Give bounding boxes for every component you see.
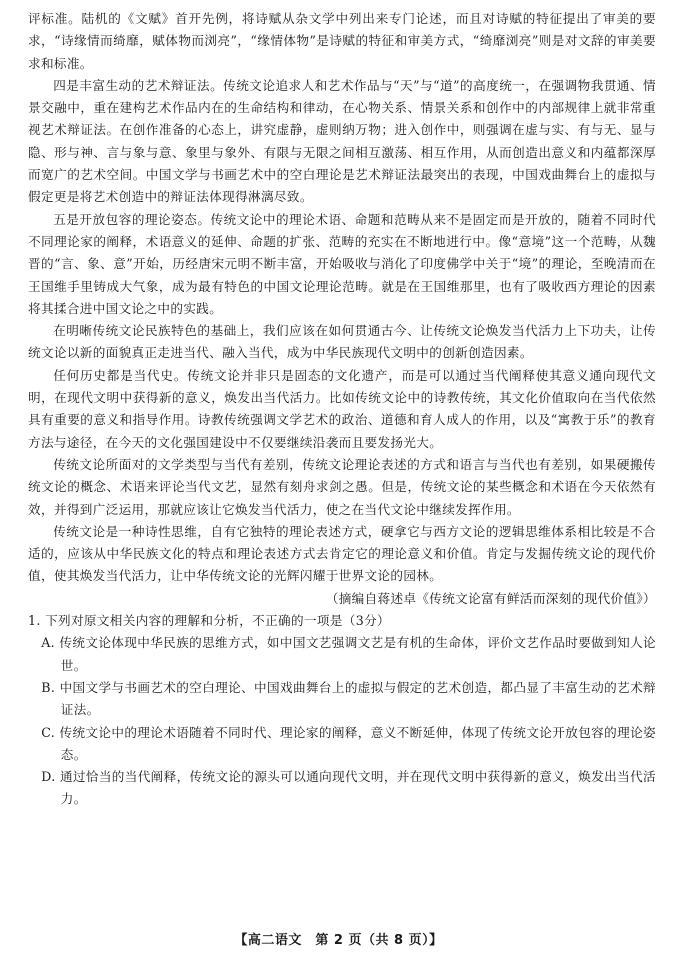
paragraph-1: 评标准。陆机的《文赋》首开先例，将诗赋从杂文学中列出来专门论述，而且对诗赋的特征提出了审美的要求，“诗缘情而绮靡，赋体物而浏亮”，“缘情体物”是诗赋的特征和审美方式，“绮靡浏亮”则是对文辞的审美要求和标准。 bbox=[28, 11, 656, 71]
document-page bbox=[28, 8, 656, 811]
option-c: C. 传统文论中的理论术语随着不同时代、理论家的阐释，意义不断延伸，体现了传统文论开放包容的理论姿态。 bbox=[41, 724, 656, 762]
option-d: D. 通过恰当的当代阐释，传统文论的源头可以通向现代文明，并在现代文明中获得新的意义，焕发出当代活力。 bbox=[41, 769, 656, 807]
page-footer: 【高二语文 第 2 页（共 8 页）】 bbox=[234, 933, 443, 948]
option-a: A. 传统文论体现中华民族的思维方式，如中国文艺强调文艺是有机的生命体，评价文艺作品时要做到知人论世。 bbox=[41, 635, 656, 673]
paragraph-2: 四是丰富生动的艺术辩证法。传统文论追求人和艺术作品与“天”与“道”的高度统一，在强调物我贯通、情景交融中，重在建构艺术作品内在的生命结构和律动，在心物关系、情景关系和创作中的内部规律上就非常重视艺术辩证法。在创作准备的心态上，讲究虚静，虚则纳万物；进入创作中，则强调在虚与实、有与无、显与隐、形与神、言与象与意、象里与象外、有限与无限之间相互激荡、相互作用，从而创造出意义和内蕴都深厚而宽广的艺术空间。中国文学与书画艺术中的空白理论是艺术辩证法最突出的表现，中国戏曲舞台上的虚拟与假定更是将艺术创造中的辩证法体现得淋漓尽致。 bbox=[28, 77, 656, 205]
paragraph-4: 在明晰传统文论民族特色的基础上，我们应该在如何贯通古今、让传统文论焕发当代活力上下功夫，让传统文论以新的面貌真正走进当代、融入当代，成为中华民族现代文明中的创新创造因素。 bbox=[28, 323, 656, 361]
source-citation: （摘编自蒋述卓《传统文论富有鲜活而深刻的现代价值》） bbox=[325, 590, 656, 606]
question-stem: 1. 下列对原文相关内容的理解和分析，不正确的一项是（3分） bbox=[28, 613, 390, 629]
paragraph-7: 传统文论是一种诗性思维，自有它独特的理论表述方式，硬拿它与西方文论的逻辑思维体系相比较是不合适的，应该从中华民族文化的特点和理论表述方式去肯定它的理论意义和价值。肯定与发掘传统文论的现代价值，使其焕发当代活力，让中华传统文论的光辉闪耀于世界文论的园林。 bbox=[28, 523, 656, 584]
paragraph-3: 五是开放包容的理论姿态。传统文论中的理论术语、命题和范畴从来不是固定而是开放的，随着不同时代不同理论家的阐释，术语意义的延伸、命题的扩张、范畴的充实在不断地进行中。像“意境”这一个范畴，从魏晋的“言、象、意”开始，历经唐宋元明不断丰富，开始吸收与消化了印度佛学中关于“境”的理论，至晚清而在王国维手里铸成大气象，成为最有特色的中国文论理论范畴。就是在王国维那里，也有了吸收西方理论的因素将其揉合进中国文论之中的实践。 bbox=[28, 211, 656, 316]
paragraph-5: 任何历史都是当代史。传统文论并非只是固态的文化遗产，而是可以通过当代阐释使其意义通向现代文明，在现代文明中获得新的意义，焕发出当代活力。比如传统文论中的诗教传统，其文化价值取向在当代依然具有重要的意义和指导作用。诗教传统强调文学艺术的政治、道德和育人成人的作用，以及“寓教于乐”的教育方法与途径，在今天的文化强国建设中不仅要继续沿袭而且要发扬光大。 bbox=[28, 367, 656, 450]
paragraph-6: 传统文论所面对的文学类型与当代有差别，传统文论理论表述的方式和语言与当代也有差别，如果硬搬传统文论的概念、术语来评论当代文艺，显然有刻舟求剑之愚。但是，传统文论的某些概念和术语在今天依然有效，并得到广泛运用，那就应该让它焕发当代活力，使之在当代文论中继续发挥作用。 bbox=[28, 456, 656, 517]
option-b: B. 中国文学与书画艺术的空白理论、中国戏曲舞台上的虚拟与假定的艺术创造，都凸显了丰富生动的艺术辩证法。 bbox=[41, 679, 656, 718]
